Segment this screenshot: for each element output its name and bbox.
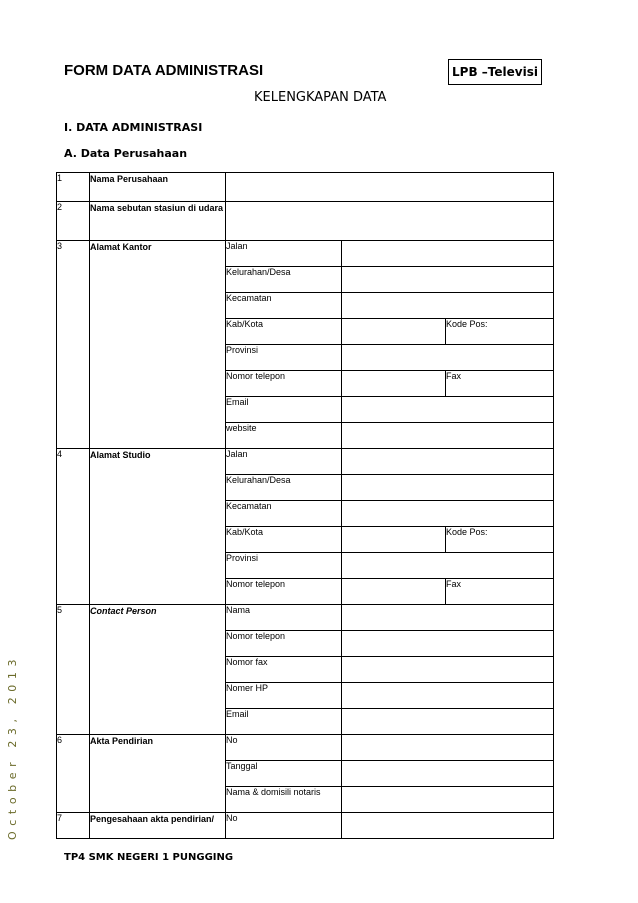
field-label: Nama & domisili notaris [226,787,342,813]
field-label: website [226,423,342,449]
field-label: Nomor fax [226,657,342,683]
field-label: No [226,735,342,761]
input-cell[interactable] [342,501,554,527]
row-label: Nama Perusahaan [90,173,226,202]
fax-label: Fax [446,579,554,605]
postal-code-label: Kode Pos: [446,527,554,553]
row-label: Contact Person [90,605,226,735]
input-cell[interactable] [342,761,554,787]
input-cell[interactable] [226,202,554,241]
field-label: Provinsi [226,345,342,371]
field-label: Nama [226,605,342,631]
fax-label: Fax [446,371,554,397]
form-subtitle: KELENGKAPAN DATA [254,90,387,105]
row-label: Akta Pendirian [90,735,226,813]
input-cell[interactable] [342,683,554,709]
field-label: Kab/Kota [226,319,342,345]
page-footer: TP4 SMK NEGERI 1 PUNGGING [64,852,234,863]
input-cell[interactable] [342,449,554,475]
field-label: Nomer HP [226,683,342,709]
input-cell[interactable] [342,709,554,735]
input-cell[interactable] [342,813,554,839]
field-label: Kab/Kota [226,527,342,553]
row-number: 4 [57,449,90,605]
table-row [57,202,554,241]
row-label: Pengesahaan akta pendirian/ [90,813,226,839]
field-label: Kelurahan/Desa [226,475,342,501]
row-number: 7 [57,813,90,839]
field-label: Provinsi [226,553,342,579]
field-label: No [226,813,342,839]
field-label: Kecamatan [226,501,342,527]
row-number: 6 [57,735,90,813]
field-label: Tanggal [226,761,342,787]
company-data-table [56,172,554,839]
field-label: Nomor telepon [226,631,342,657]
input-cell[interactable] [342,579,446,605]
row-number: 5 [57,605,90,735]
row-number: 2 [57,202,90,241]
row-number: 1 [57,173,90,202]
table-row [57,449,554,475]
input-cell[interactable] [342,553,554,579]
postal-code-label: Kode Pos: [446,319,554,345]
subsection-heading: A. Data Perusahaan [64,147,188,160]
input-cell[interactable] [342,319,446,345]
input-cell[interactable] [342,397,554,423]
input-cell[interactable] [342,345,554,371]
table-row [57,605,554,631]
field-label: Email [226,397,342,423]
section-heading: I. DATA ADMINISTRASI [64,121,203,134]
table-row [57,813,554,839]
table-row [57,735,554,761]
input-cell[interactable] [342,527,446,553]
form-title: FORM DATA ADMINISTRASI [64,62,264,79]
row-label: Alamat Kantor [90,241,226,449]
side-date: October 23, 2013 [6,653,19,840]
field-label: Nomor telepon [226,579,342,605]
input-cell[interactable] [342,293,554,319]
row-number: 3 [57,241,90,449]
row-label: Alamat Studio [90,449,226,605]
input-cell[interactable] [342,423,554,449]
input-cell[interactable] [342,605,554,631]
input-cell[interactable] [342,735,554,761]
input-cell[interactable] [342,371,446,397]
category-badge: LPB –Televisi [448,59,542,85]
table-row [57,241,554,267]
field-label: Jalan [226,449,342,475]
input-cell[interactable] [226,173,554,202]
input-cell[interactable] [342,475,554,501]
input-cell[interactable] [342,787,554,813]
field-label: Kelurahan/Desa [226,267,342,293]
field-label: Nomor telepon [226,371,342,397]
field-label: Jalan [226,241,342,267]
table-row [57,173,554,202]
field-label: Email [226,709,342,735]
row-label: Nama sebutan stasiun di udara [90,202,226,241]
input-cell[interactable] [342,657,554,683]
field-label: Kecamatan [226,293,342,319]
input-cell[interactable] [342,267,554,293]
input-cell[interactable] [342,241,554,267]
input-cell[interactable] [342,631,554,657]
